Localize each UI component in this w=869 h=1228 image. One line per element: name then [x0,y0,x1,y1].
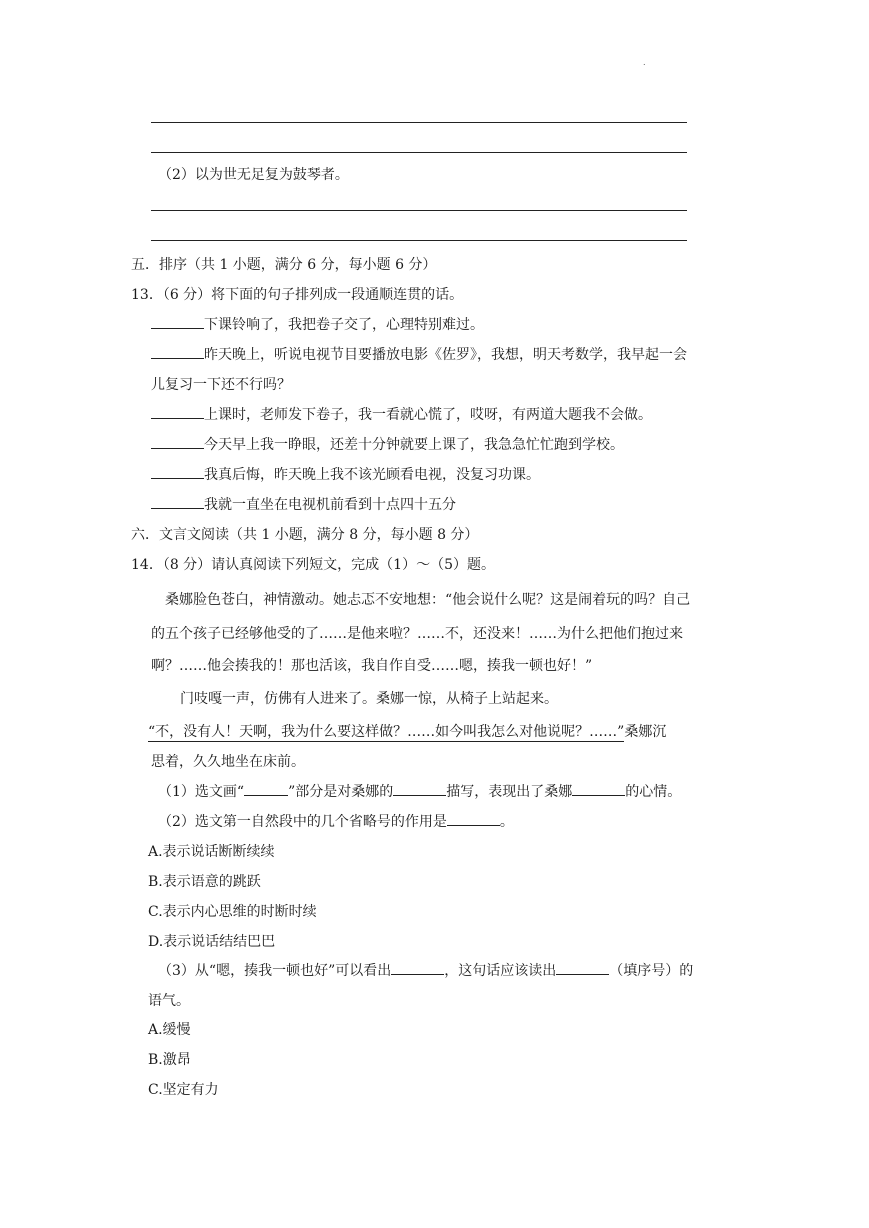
q3-option-b: B.激昂 [148,1052,191,1068]
q13-item-continuation: 儿复习一下还不行吗？ [151,377,291,393]
answer-blank[interactable] [572,781,625,796]
header-dot: . [643,58,646,67]
section-5-heading: 五．排序（共 1 小题，满分 6 分，每小题 6 分） [131,257,437,273]
answer-line[interactable] [151,240,687,241]
passage-p1-line3: 啊？……他会揍我的！那也活该，我自作自受……嗯，揍我一顿也好！” [151,658,593,674]
underlined-passage: “不，没有人！天啊，我为什么要这样做？……如今叫我怎么对他说呢？……” [148,724,625,740]
section-6-heading: 六．文言文阅读（共 1 小题，满分 8 分，每小题 8 分） [131,527,479,543]
passage-p1-line1: 桑娜脸色苍白，神情激动。她忐忑不安地想：“他会说什么呢？这是闹着玩的吗？自己 [165,592,691,608]
passage-p2: 门吱嘎一声，仿佛有人进来了。桑娜一惊，从椅子上站起来。 [180,691,558,707]
order-blank[interactable] [151,344,204,359]
q13-item: 我就一直坐在电视机前看到十点四十五分 [151,494,456,514]
answer-blank[interactable] [391,960,444,975]
passage-p3-line2: 思着，久久地坐在床前。 [151,754,305,770]
q14-sub-1: （1）选文画“ ”部分是对桑娜的 描写，表现出了桑娜 的心情。 [158,781,681,801]
question-13-stem: 13．（6 分）将下面的句子排列成一段通顺连贯的话。 [131,287,464,303]
question-14-stem: 14．（8 分）请认真阅读下列短文，完成（1）～（5）题。 [131,557,495,573]
q14-sub-3-cont: 语气。 [148,993,190,1009]
order-blank[interactable] [151,494,204,509]
q13-item: 我真后悔，昨天晚上我不该光顾看电视，没复习功课。 [151,464,540,484]
q2-option-b: B.表示语意的跳跃 [148,874,261,890]
passage-p1-line2: 的五个孩子已经够他受的了……是他来啦？……不，还没来！……为什么把他们抱过来 [151,626,683,642]
q13-item: 下课铃响了，我把卷子交了，心理特别难过。 [151,314,484,334]
order-blank[interactable] [151,464,204,479]
question-12-part-2: （2）以为世无足复为鼓琴者。 [158,167,349,183]
answer-blank[interactable] [244,781,288,796]
passage-p3-line1: “不，没有人！天啊，我为什么要这样做？……如今叫我怎么对他说呢？……”桑娜沉 [148,724,667,740]
q2-option-c: C.表示内心思维的时断时续 [148,904,317,920]
order-blank[interactable] [151,434,204,449]
q14-sub-3: （3）从“嗯，揍我一顿也好”可以看出 ，这句话应该读出 （填序号）的 [158,960,693,980]
answer-line[interactable] [151,210,687,211]
answer-line[interactable] [151,122,687,123]
answer-blank[interactable] [393,781,446,796]
q14-sub-2: （2）选文第一自然段中的几个省略号的作用是 。 [158,811,514,831]
order-blank[interactable] [151,404,204,419]
q13-item: 昨天晚上，听说电视节目要播放电影《佐罗》，我想，明天考数学，我早起一会 [151,344,687,364]
answer-blank[interactable] [447,811,500,826]
answer-blank[interactable] [556,960,609,975]
order-blank[interactable] [151,314,204,329]
q2-option-d: D.表示说话结结巴巴 [148,934,276,950]
answer-line[interactable] [151,152,687,153]
q3-option-a: A.缓慢 [148,1022,191,1038]
q2-option-a: A.表示说话断断续续 [148,844,275,860]
q3-option-c: C.坚定有力 [148,1082,219,1098]
q13-item: 上课时，老师发下卷子，我一看就心慌了，哎呀，有两道大题我不会做。 [151,404,652,424]
q13-item: 今天早上我一睁眼，还差十分钟就要上课了，我急急忙忙跑到学校。 [151,434,624,454]
